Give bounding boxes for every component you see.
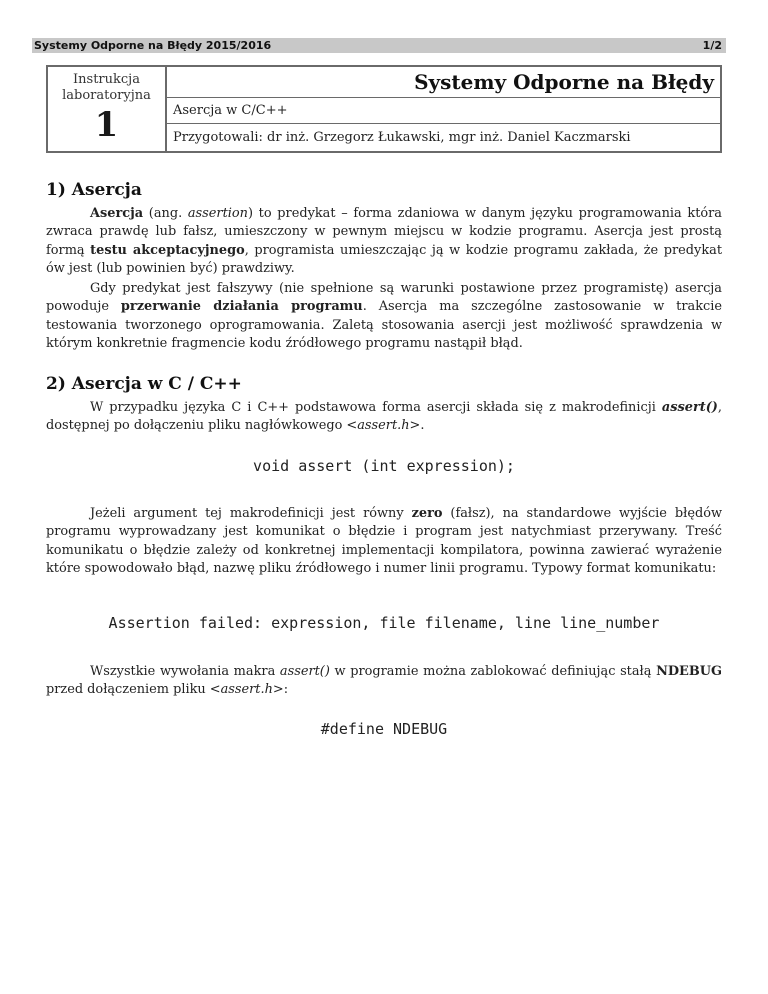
text-run: . Asercja ma szczególne zastosowanie w trakcie testowania tworzonego oprogramowania. Zaletą stosowania asercji jest możliwość sprawdzenia w którym konkretnie fragmencie kodu źródłowego programu nastąpił błąd. [46, 299, 722, 352]
section-2-heading: 2) Asercja w C / C++ [46, 374, 242, 394]
lab-topic: Asercja w C/C++ [167, 98, 720, 124]
text-run: w programie można zablokować definiując stałą [329, 664, 657, 679]
acceptance-test-bold: testu akceptacyjnego [90, 242, 245, 258]
zero-bold: zero [411, 506, 443, 521]
page-number: 1/2 [702, 39, 722, 52]
title-block-left-cell [48, 67, 167, 151]
section-2-paragraph-2 [46, 505, 722, 579]
instruction-number: 1 [94, 105, 119, 145]
section-2-paragraph-1 [46, 399, 722, 436]
lab-authors: Przygotowali: dr inż. Grzegorz Łukawski, mgr inż. Daniel Kaczmarski [173, 130, 631, 145]
text-run: , dostępnej po dołączeniu pliku nagłówkowego < [46, 400, 722, 434]
assert-macro: assert() [279, 664, 330, 679]
running-header-title: Systemy Odporne na Błędy 2015/2016 [34, 39, 272, 52]
text-run: Gdy predykat jest fałszywy (nie spełnione są warunki postawione przez programistę) asercja powoduje [46, 281, 722, 315]
text-run: , programista umieszczając ją w kodzie programu zakłada, że predykat ów jest (lub powinien być) prawdziwy. [46, 242, 722, 277]
course-title: Systemy Odporne na Błędy [167, 67, 720, 98]
assert-macro: assert() [661, 400, 718, 415]
section-1-paragraph-1 [46, 205, 722, 279]
header-file: assert.h [357, 418, 410, 434]
text-run: (ang. [143, 206, 188, 221]
text-run: W przypadku języka C i C++ podstawowa forma asercji składa się z makrodefinicji [90, 400, 662, 415]
text-run: Wszystkie wywołania makra [90, 664, 280, 679]
text-run: >: [272, 682, 289, 698]
text-run: ) to predykat – forma zdaniowa w danym języku programowania która zwraca prawdę lub fałsz, umieszczony w pewnym miejscu w kodzie programu. Asercja jest prostą formą [46, 206, 722, 258]
section-1-paragraph-2 [46, 280, 722, 354]
text-run: >. [409, 418, 425, 434]
section-1-heading: 1) Asercja [46, 180, 142, 200]
ndebug-bold: NDEBUG [656, 664, 722, 679]
code-assertion-message: Assertion failed: expression, file filename, line line_number [108, 614, 660, 632]
title-block [46, 65, 722, 153]
text-run: przed dołączeniem pliku < [46, 682, 221, 698]
code-assert-signature: void assert (int expression); [253, 457, 515, 475]
header-file: assert.h [220, 682, 273, 698]
code-define-ndebug: #define NDEBUG [320, 720, 448, 738]
text-run: Jeżeli argument tej makrodefinicji jest równy [90, 506, 412, 521]
term-bold: Asercja [90, 206, 144, 221]
running-header [32, 38, 726, 53]
text-run: (fałsz), na standardowe wyjście błędów programu wyprowadzany jest komunikat o błędzie i program jest natychmiast przerywany. Treść komunikatu o błędzie zależy od konkretnej implementacji kompilatora, powinna zawierać wyrażenie które spowodowało błąd, nazwę pliku źródłowego i numer linii programu. Typowy format komunikatu: [46, 506, 722, 577]
section-2-paragraph-3 [46, 663, 722, 700]
program-abort-bold: przerwanie działania programu [120, 299, 363, 315]
instruction-kind: Instrukcja laboratoryjna [62, 72, 151, 103]
english-term: assertion [187, 206, 248, 221]
